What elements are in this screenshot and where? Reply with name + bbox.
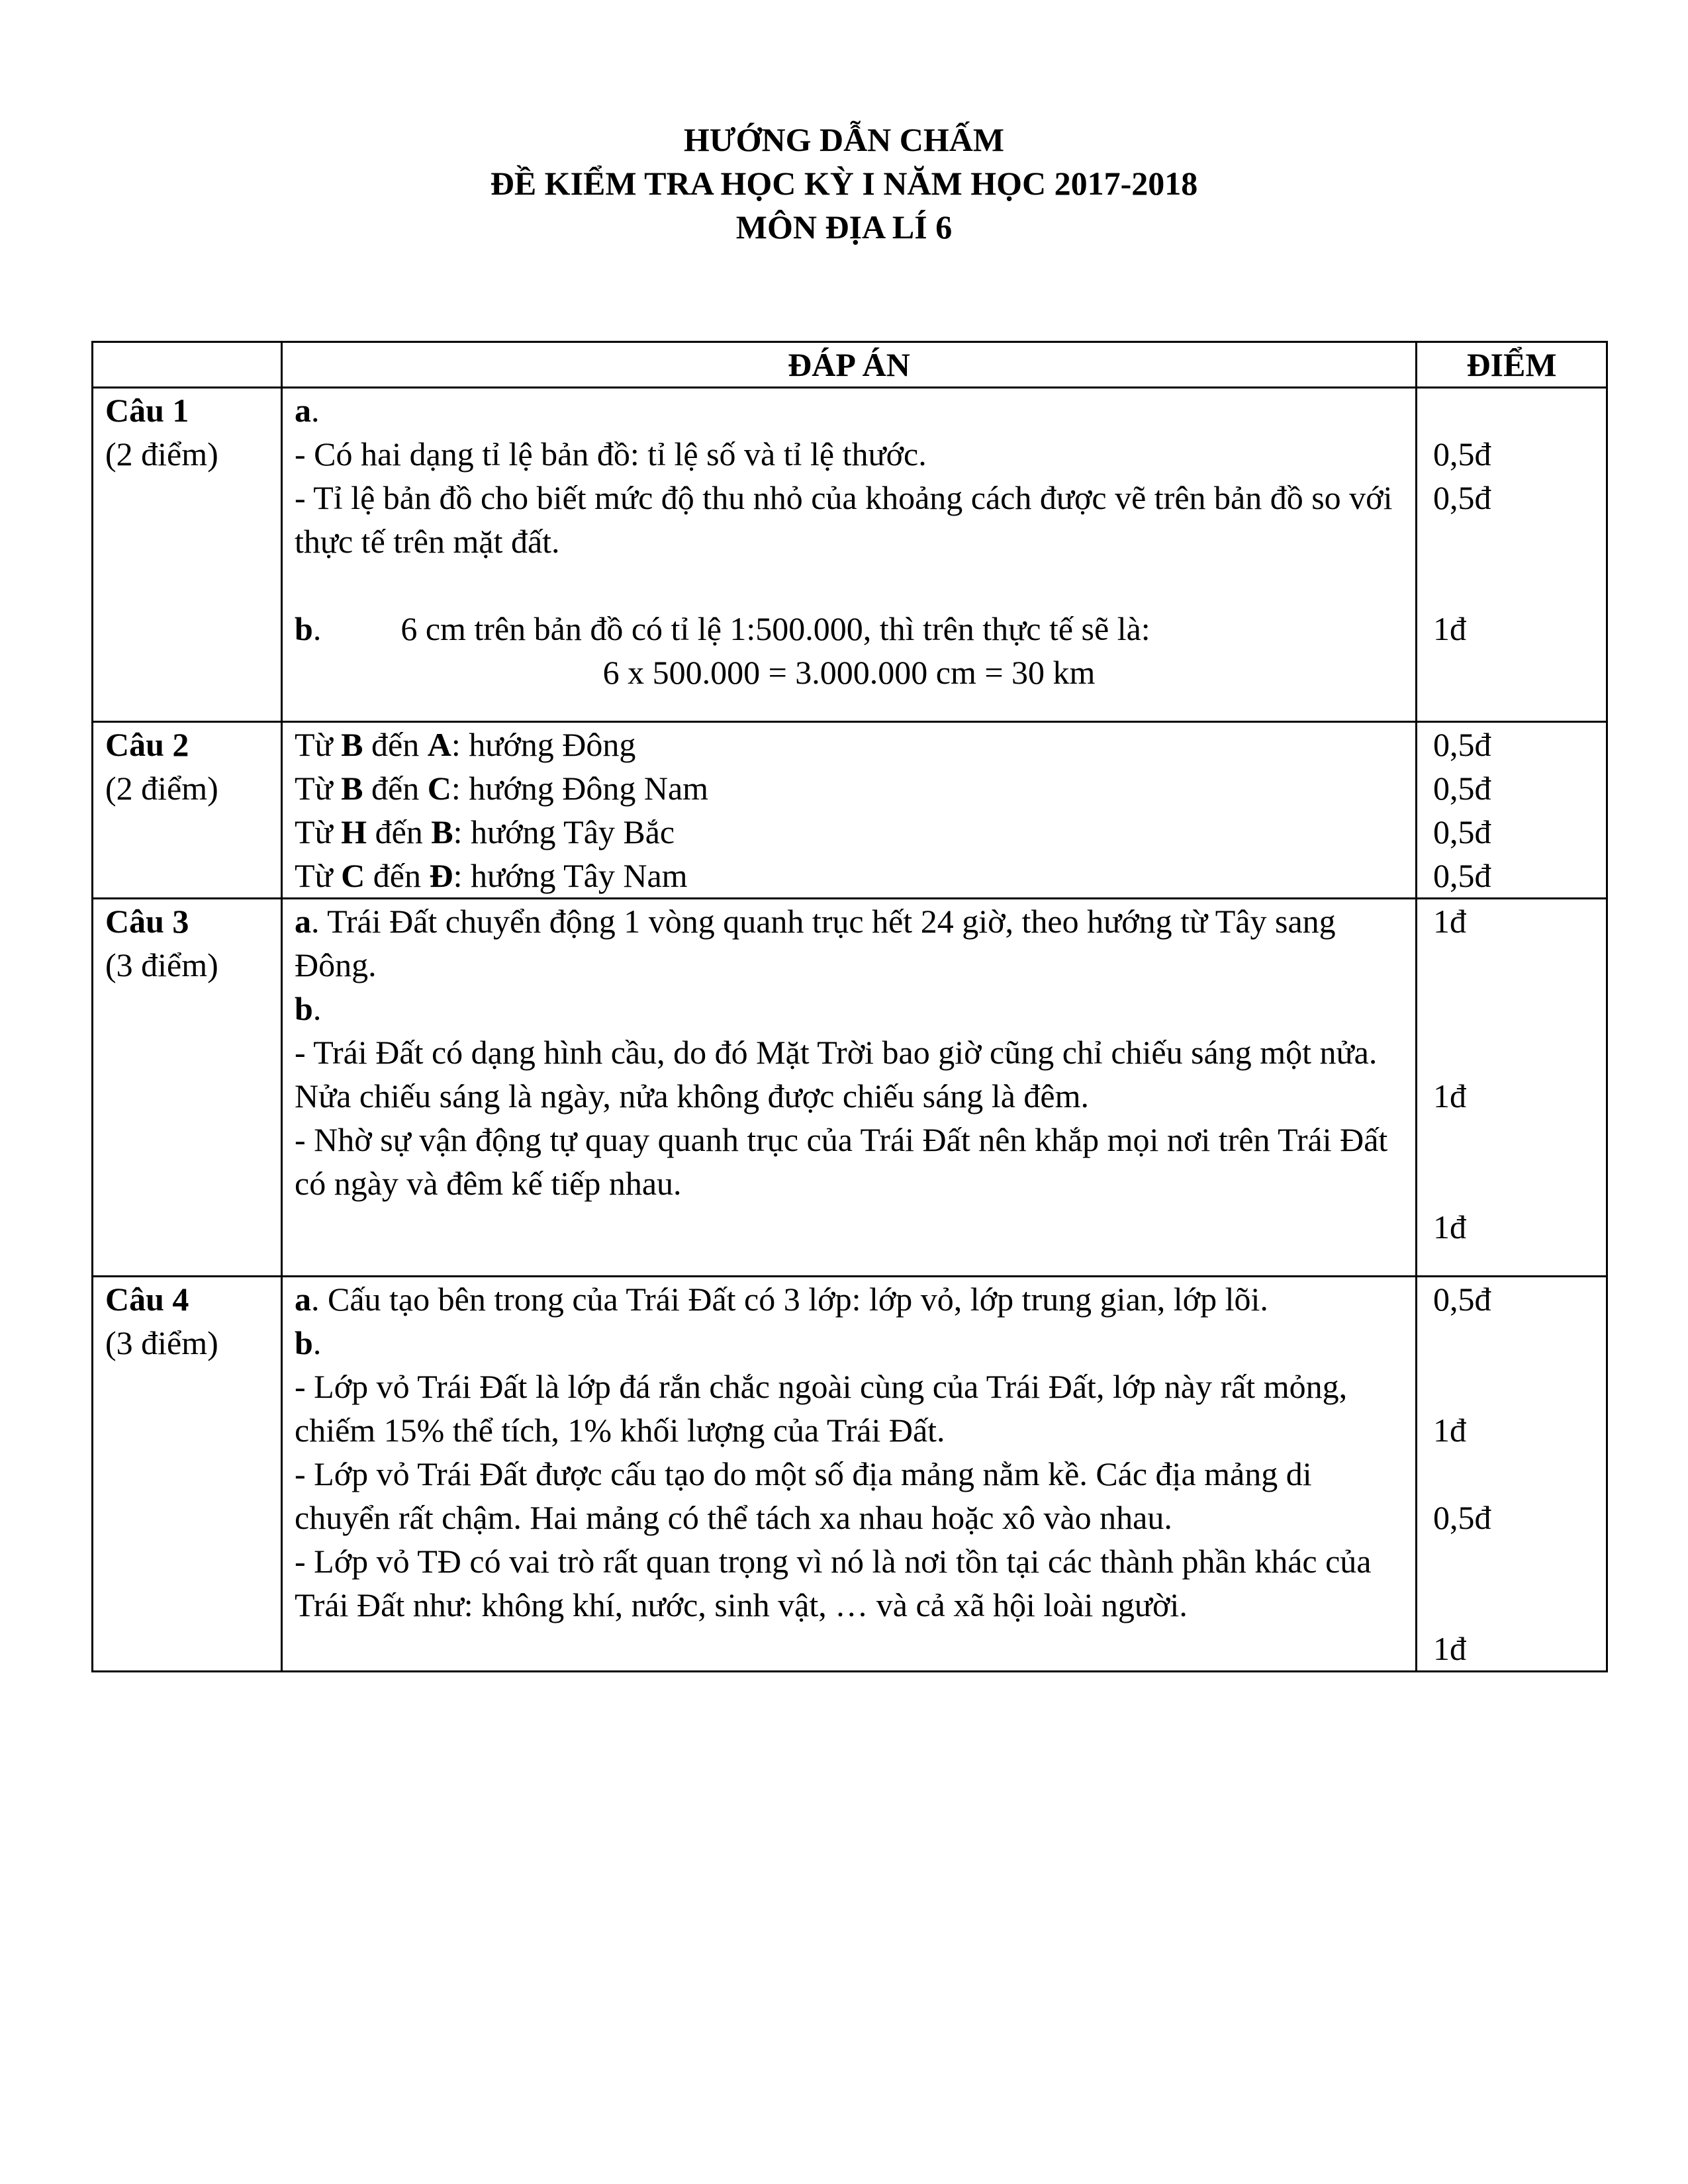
answer-cell	[282, 722, 1417, 899]
question-row-2	[93, 722, 1607, 899]
score-value: 1đ	[1433, 903, 1466, 940]
score-value: 0,5đ	[1433, 726, 1491, 763]
score-value: 0,5đ	[1433, 1281, 1491, 1318]
question-label: Câu 1	[105, 392, 189, 429]
question-label: Câu 4	[105, 1281, 189, 1318]
part-marker: a	[295, 903, 311, 940]
score-value: 0,5đ	[1433, 857, 1491, 894]
score-value: 0,5đ	[1433, 813, 1491, 850]
part-marker: b	[295, 990, 313, 1027]
document-header	[0, 118, 1688, 249]
question-label-cell	[93, 1277, 282, 1672]
answer-line: - Tỉ lệ bản đồ cho biết mức độ thu nhỏ của khoảng cách được vẽ trên bản đồ so với thực tế trên mặt đất.	[295, 479, 1393, 560]
answer-cell: a. Trái Đất chuyển động 1 vòng quanh trục hết 24 giờ, theo hướng từ Tây sang Đông. b. - Trái Đất có dạng hình cầu, do đó Mặt Trời bao giờ cũng chỉ chiếu sáng một nửa. Nửa chiếu sáng là ngày, nửa không được chiếu sáng là đêm. - Nhờ sự vận động tự quay quanh trục của Trái Đất nên khắp mọi nơi trên Trái Đất có ngày và đêm kế tiếp nhau.	[282, 899, 1417, 1277]
table-header-row	[93, 342, 1607, 388]
question-points: (2 điểm)	[105, 770, 218, 807]
answer-cell: a. Cấu tạo bên trong của Trái Đất có 3 lớp: lớp vỏ, lớp trung gian, lớp lõi. b. - Lớp vỏ Trái Đất là lớp đá rắn chắc ngoài cùng của Trái Đất, lớp này rất mỏng, chiếm 15% thể tích, 1% khối lượng của Trái Đất. - Lớp vỏ Trái Đất được cấu tạo do một số địa mảng nằm kề. Các địa mảng di chuyển rất chậm. Hai mảng có thể tách xa nhau hoặc xô vào nhau. - Lớp vỏ TĐ có vai trò rất quan trọng vì nó là nơi tồn tại các thành phần khác của Trái Đất như: không khí, nước, sinh vật, … và cả xã hội loài người.	[282, 1277, 1417, 1672]
header-answer: ĐÁP ÁN	[282, 342, 1417, 388]
direction-line: Từ H đến B: hướng Tây Bắc	[295, 813, 675, 850]
answer-line: . Cấu tạo bên trong của Trái Đất có 3 lớp: lớp vỏ, lớp trung gian, lớp lõi.	[311, 1281, 1268, 1318]
answer-line: . Trái Đất chuyển động 1 vòng quanh trục hết 24 giờ, theo hướng từ Tây sang Đông.	[295, 903, 1336, 983]
part-marker: b	[295, 610, 313, 647]
part-marker: b	[295, 1324, 313, 1361]
question-label: Câu 3	[105, 903, 189, 940]
question-points: (3 điểm)	[105, 946, 218, 983]
score-cell	[1417, 722, 1607, 899]
header-subject: MÔN ĐỊA LÍ 6	[735, 208, 953, 246]
header-empty-cell	[93, 342, 282, 388]
question-points: (2 điểm)	[105, 435, 218, 473]
score-value: 0,5đ	[1433, 435, 1491, 473]
part-marker: a	[295, 392, 311, 429]
question-label-cell	[93, 722, 282, 899]
score-value: 0,5đ	[1433, 1499, 1491, 1536]
answer-cell: a. - Có hai dạng tỉ lệ bản đồ: tỉ lệ số và tỉ lệ thước. - Tỉ lệ bản đồ cho biết mức độ thu nhỏ của khoảng cách được vẽ trên bản đồ so với thực tế trên mặt đất. b. 6 cm trên bản đồ có tỉ lệ 1:500.000, thì trên thực tế sẽ là: 6 x 500.000 = 3.000.000 cm = 30 km	[282, 388, 1417, 722]
grading-table	[91, 341, 1608, 1672]
answer-line: 6 cm trên bản đồ có tỉ lệ 1:500.000, thì trên thực tế sẽ là:	[400, 610, 1150, 647]
answer-line: - Lớp vỏ Trái Đất là lớp đá rắn chắc ngoài cùng của Trái Đất, lớp này rất mỏng, chiếm 15% thể tích, 1% khối lượng của Trái Đất.	[295, 1368, 1348, 1449]
answer-calculation: 6 x 500.000 = 3.000.000 cm = 30 km	[602, 654, 1096, 691]
question-row-3	[93, 899, 1607, 1277]
question-label-cell	[93, 388, 282, 722]
score-cell	[1417, 899, 1607, 1277]
score-value: 1đ	[1433, 610, 1466, 647]
answer-line: - Có hai dạng tỉ lệ bản đồ: tỉ lệ số và tỉ lệ thước.	[295, 435, 927, 473]
score-cell	[1417, 1277, 1607, 1672]
score-value: 1đ	[1433, 1412, 1466, 1449]
direction-line: Từ B đến C: hướng Đông Nam	[295, 770, 709, 807]
question-points: (3 điểm)	[105, 1324, 218, 1361]
answer-line: - Nhờ sự vận động tự quay quanh trục của Trái Đất nên khắp mọi nơi trên Trái Đất có ngày và đêm kế tiếp nhau.	[295, 1121, 1388, 1202]
header-exam-name: ĐỀ KIỂM TRA HỌC KỲ I NĂM HỌC 2017-2018	[490, 165, 1198, 202]
score-value: 1đ	[1433, 1208, 1466, 1246]
score-cell	[1417, 388, 1607, 722]
question-row-1	[93, 388, 1607, 722]
question-label-cell	[93, 899, 282, 1277]
score-value: 1đ	[1433, 1630, 1466, 1667]
score-value: 0,5đ	[1433, 770, 1491, 807]
header-score: ĐIỂM	[1417, 342, 1607, 388]
part-marker: a	[295, 1281, 311, 1318]
answer-line: - Lớp vỏ Trái Đất được cấu tạo do một số địa mảng nằm kề. Các địa mảng di chuyển rất chậm. Hai mảng có thể tách xa nhau hoặc xô vào nhau.	[295, 1455, 1312, 1536]
question-row-4	[93, 1277, 1607, 1672]
direction-line: Từ B đến A: hướng Đông	[295, 726, 636, 763]
answer-line: - Lớp vỏ TĐ có vai trò rất quan trọng vì nó là nơi tồn tại các thành phần khác của Trái Đất như: không khí, nước, sinh vật, … và cả xã hội loài người.	[295, 1543, 1372, 1623]
question-label: Câu 2	[105, 726, 189, 763]
score-value: 0,5đ	[1433, 479, 1491, 516]
header-title: HƯỚNG DẪN CHẤM	[683, 121, 1005, 158]
direction-line: Từ C đến Đ: hướng Tây Nam	[295, 857, 688, 894]
score-value: 1đ	[1433, 1077, 1466, 1115]
answer-line: - Trái Đất có dạng hình cầu, do đó Mặt Trời bao giờ cũng chỉ chiếu sáng một nửa. Nửa chiếu sáng là ngày, nửa không được chiếu sáng là đêm.	[295, 1034, 1378, 1115]
